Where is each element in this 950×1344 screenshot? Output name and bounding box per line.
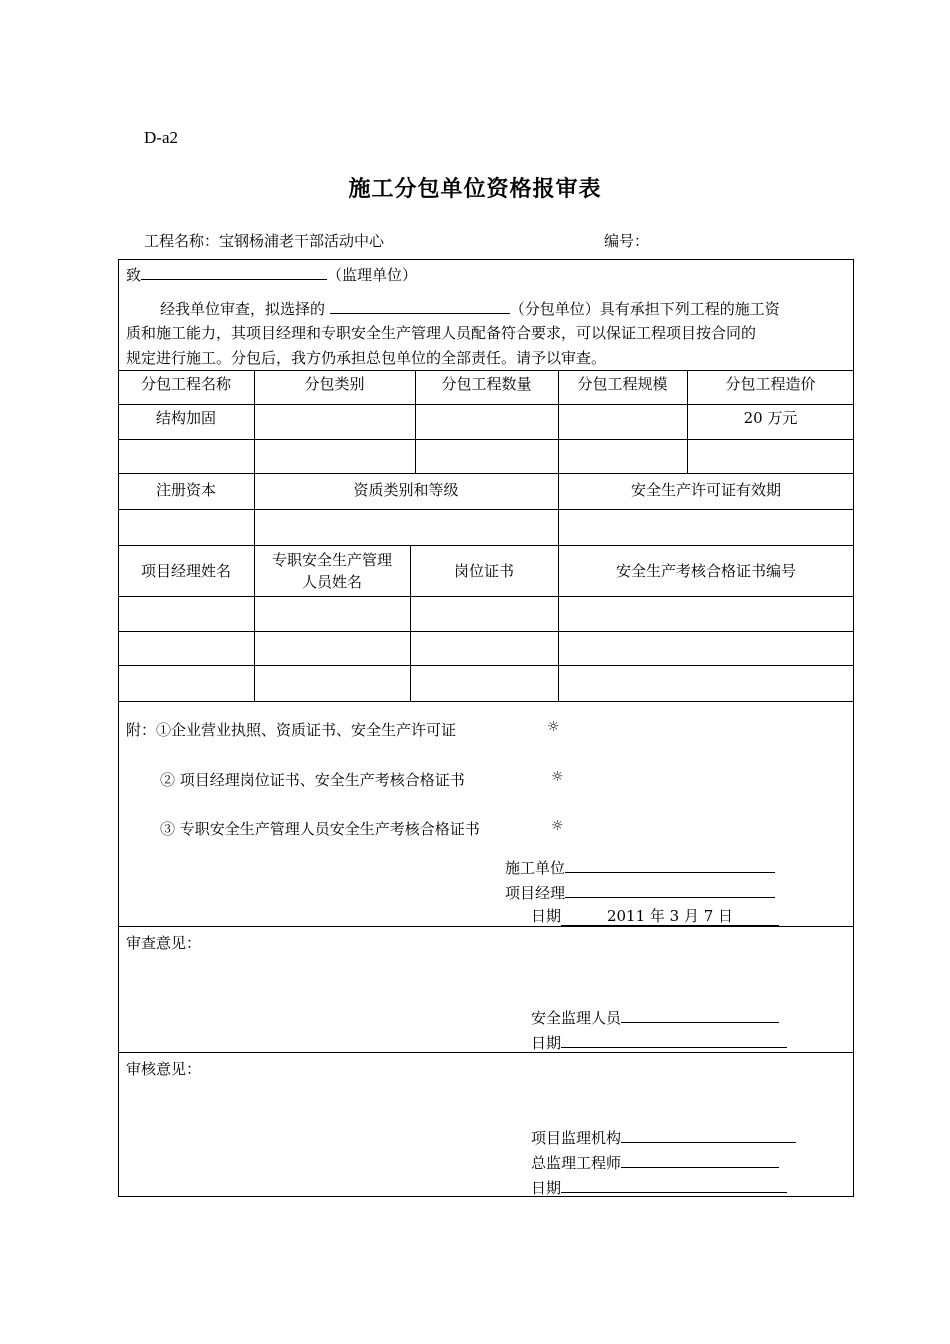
table-cell[interactable] — [415, 439, 558, 473]
sun-icon: ☼ — [551, 818, 564, 834]
table-cell[interactable]: 20 万元 — [743, 409, 798, 427]
supervisor-unit-blank[interactable] — [141, 263, 327, 280]
header-registered-capital: 注册资本 — [155, 481, 216, 499]
contractor-date-value[interactable]: 2011 年 3 月 7 日 — [561, 907, 779, 926]
registered-capital-cell[interactable] — [118, 509, 254, 545]
header-sub-quantity: 分包工程数量 — [441, 375, 532, 393]
table-cell[interactable] — [118, 439, 254, 473]
review-date-blank[interactable] — [561, 1031, 787, 1048]
safety-permit-validity-cell[interactable] — [558, 509, 854, 545]
table-cell[interactable] — [254, 439, 415, 473]
header-sub-project-name: 分包工程名称 — [140, 375, 231, 393]
serial-number-label: 编号： — [604, 232, 650, 250]
qualification-grade-cell[interactable] — [254, 509, 558, 545]
intro-line1-prefix: 经我单位审查，拟选择的 — [160, 300, 326, 318]
audit-opinion-label: 审核意见： — [126, 1060, 202, 1078]
table-cell[interactable] — [254, 404, 415, 432]
project-manager-label: 项目经理 — [505, 884, 566, 902]
review-date-label: 日期 — [531, 1034, 562, 1052]
table-cell[interactable] — [687, 439, 854, 473]
safety-supervisor-blank[interactable] — [621, 1006, 779, 1023]
supervision-org-label: 项目监理机构 — [531, 1129, 622, 1147]
audit-date-label: 日期 — [531, 1179, 562, 1197]
review-date-line — [531, 1031, 787, 1053]
chief-engineer-label: 总监理工程师 — [531, 1154, 622, 1172]
attachment-text-1: ①企业营业执照、资质证书、安全生产许可证 — [156, 721, 457, 739]
intro-line-1 — [160, 297, 780, 319]
header-project-manager-name: 项目经理姓名 — [140, 561, 231, 580]
intro-line1-suffix: （分包单位）具有承担下列工程的施工资 — [509, 300, 780, 318]
addressee-line — [126, 263, 417, 285]
review-opinion-label: 审查意见： — [126, 934, 202, 952]
intro-line-2: 质和施工能力，其项目经理和专职安全生产管理人员配备符合要求，可以保证工程项目按合同的 — [126, 324, 757, 342]
table-cell[interactable] — [558, 404, 687, 432]
contractor-unit-label: 施工单位 — [505, 859, 566, 877]
header-qualification-grade: 资质类别和等级 — [353, 481, 459, 499]
header-sub-category: 分包类别 — [304, 375, 365, 393]
project-name: 工程名称：宝钢杨浦老干部活动中心 — [144, 232, 385, 250]
header-safety-officer-name — [254, 545, 410, 596]
table-cell[interactable]: 结构加固 — [155, 409, 216, 427]
table-cell[interactable] — [558, 439, 687, 473]
document-code: D-a2 — [144, 128, 178, 147]
audit-date-line — [531, 1176, 787, 1198]
header-safety-permit-validity: 安全生产许可证有效期 — [630, 481, 781, 499]
sun-icon: ☼ — [551, 769, 564, 785]
sun-icon: ☼ — [547, 719, 560, 735]
header-safety-officer-line2: 人员姓名 — [301, 572, 362, 591]
chief-engineer-blank[interactable] — [621, 1151, 779, 1168]
table-cell[interactable] — [415, 404, 558, 432]
header-safety-cert-number: 安全生产考核合格证书编号 — [615, 561, 796, 580]
contractor-date-line — [531, 905, 779, 926]
attachment-item-2: ② 项目经理岗位证书、安全生产考核合格证书 — [160, 771, 465, 789]
project-manager-blank[interactable] — [565, 881, 775, 898]
to-suffix: （监理单位） — [327, 266, 418, 284]
contractor-unit-blank[interactable] — [565, 856, 775, 873]
attachment-item-1 — [126, 719, 456, 740]
supervision-org-blank[interactable] — [621, 1126, 796, 1143]
attachment-prefix: 附： — [126, 721, 157, 739]
header-sub-cost: 分包工程造价 — [725, 375, 816, 393]
contractor-unit-line — [505, 856, 775, 878]
page-title: 施工分包单位资格报审表 — [348, 177, 602, 202]
project-manager-line — [505, 881, 775, 903]
to-prefix: 致 — [126, 266, 142, 284]
safety-supervisor-line — [531, 1006, 779, 1028]
contractor-date-label: 日期 — [531, 907, 562, 925]
supervision-org-line — [531, 1126, 796, 1148]
attachment-item-3: ③ 专职安全生产管理人员安全生产考核合格证书 — [160, 820, 480, 838]
header-position-certificate: 岗位证书 — [453, 561, 514, 580]
header-safety-officer-line1: 专职安全生产管理 — [271, 550, 392, 569]
chief-engineer-line — [531, 1151, 779, 1173]
safety-supervisor-label: 安全监理人员 — [531, 1009, 622, 1027]
audit-date-blank[interactable] — [561, 1176, 787, 1193]
intro-line-3: 规定进行施工。分包后，我方仍承担总包单位的全部责任。请予以审查。 — [126, 349, 607, 367]
header-sub-scale: 分包工程规模 — [577, 375, 668, 393]
subcontractor-blank[interactable] — [330, 297, 510, 314]
